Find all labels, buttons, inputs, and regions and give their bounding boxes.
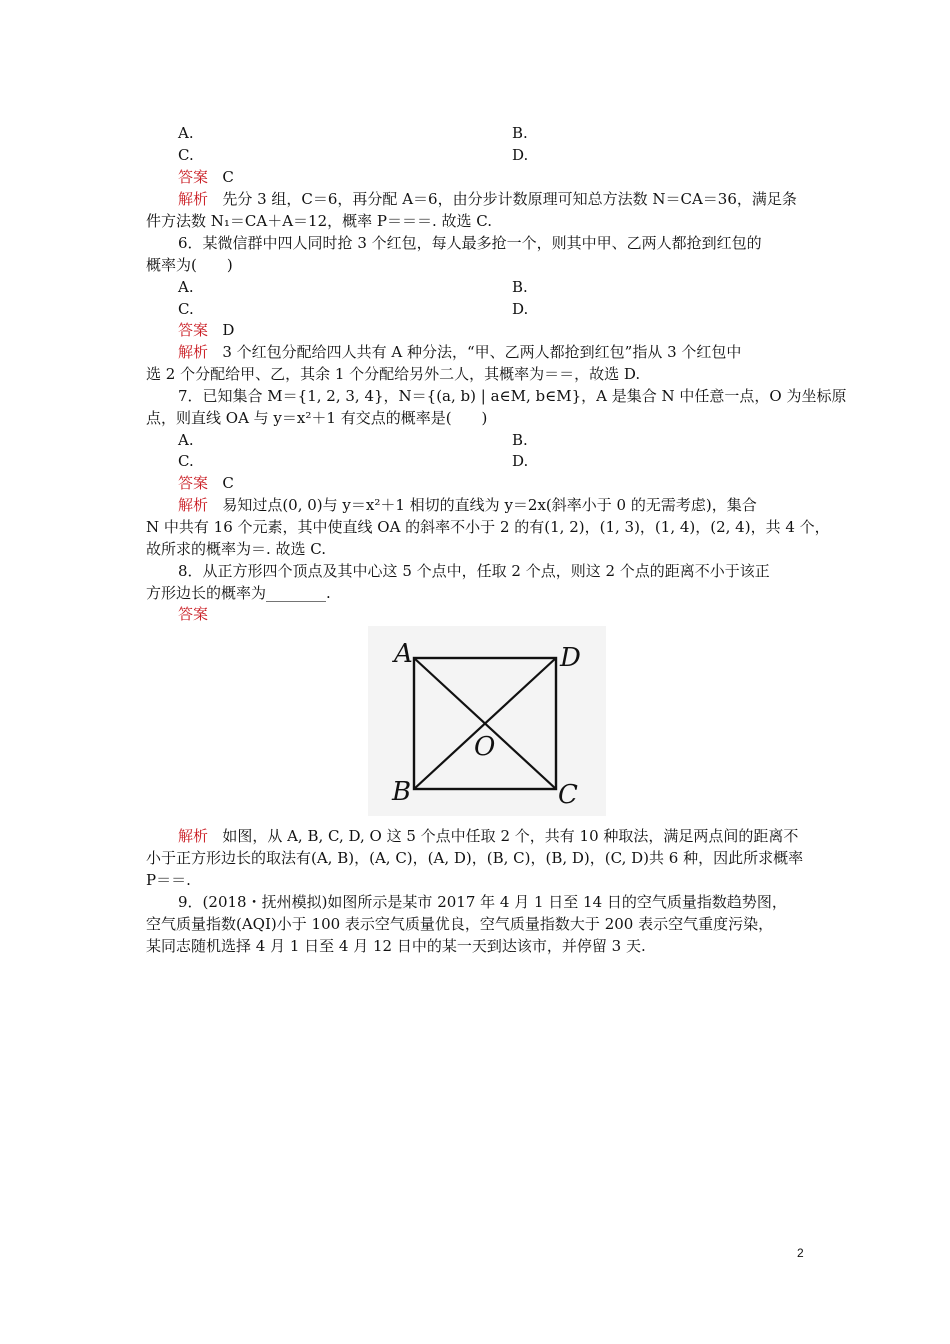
q9-stem-line-1: 9．(2018・抚州模拟)如图所示是某市 2017 年 4 月 1 日至 14 日的空气质量指数趋势图，: [178, 893, 787, 911]
q5-option-b: B.: [512, 124, 528, 142]
analysis-text: 易知过点(0, 0)与 y＝x²＋1 相切的直线为 y＝2x(斜率小于 0 的无需考虑)，集合: [222, 496, 757, 514]
q7-stem-line-2: 点，则直线 OA 与 y＝x²＋1 有交点的概率是( ): [146, 409, 488, 427]
q6-analysis-line-2: 选 2 个分配给甲、乙，其余 1 个分配给另外二人，其概率为＝＝，故选 D.: [146, 365, 641, 383]
answer-label: 答案: [178, 474, 209, 492]
q7-analysis-line-3: 故所求的概率为＝. 故选 C.: [146, 540, 327, 558]
q6-answer: [178, 320, 234, 340]
vertex-label-a: A: [394, 639, 413, 669]
q9-stem-line-3: 某同志随机选择 4 月 1 日至 4 月 12 日中的某一天到达该市，并停留 3 天.: [146, 937, 646, 955]
q5-option-d: D.: [512, 146, 529, 164]
analysis-text: 如图，从 A, B, C, D, O 这 5 个点中任取 2 个，共有 10 种取法，满足两点间的距离不: [222, 827, 799, 845]
q6-stem-line-2: 概率为( ): [146, 256, 233, 274]
vertex-label-d: D: [560, 643, 581, 673]
analysis-text: 先分 3 组，C＝6，再分配 A＝6，由分步计数原理可知总方法数 N＝CA＝36，满足条: [222, 190, 797, 208]
q7-answer: [178, 473, 234, 493]
q8-analysis-line-1: [178, 826, 798, 846]
q6-option-c: C.: [178, 300, 194, 318]
analysis-label: 解析: [178, 343, 209, 361]
q8-analysis-line-2: 小于正方形边长的取法有(A, B)，(A, C)，(A, D)，(B, C)，(B, D)，(C, D)共 6 种，因此所求概率: [146, 849, 804, 867]
q6-stem-line-1: 6．某微信群中四人同时抢 3 个红包，每人最多抢一个，则其中甲、乙两人都抢到红包的: [178, 234, 762, 252]
center-label-o: O: [474, 732, 496, 762]
page-number: 2: [797, 1246, 804, 1260]
q5-option-a: A.: [178, 124, 194, 142]
q7-analysis-line-1: [178, 495, 757, 515]
q6-analysis-line-1: [178, 342, 741, 362]
q7-option-b: B.: [512, 431, 528, 449]
analysis-label: 解析: [178, 190, 209, 208]
q5-answer: [178, 167, 234, 187]
analysis-label: 解析: [178, 496, 209, 514]
answer-value: C: [222, 168, 234, 186]
answer-label: 答案: [178, 168, 209, 186]
analysis-text: 3 个红包分配给四人共有 A 种分法，“甲、乙两人都抢到红包”指从 3 个红包中: [222, 343, 742, 361]
q8-answer-label: 答案: [178, 605, 209, 623]
q7-option-a: A.: [178, 431, 194, 449]
q5-analysis-line-2: 件方法数 N₁＝CA＋A＝12，概率 P＝＝＝. 故选 C.: [146, 212, 493, 230]
q8-analysis-line-3: P＝＝.: [146, 871, 191, 889]
vertex-label-b: B: [392, 777, 412, 807]
q7-option-d: D.: [512, 452, 529, 470]
analysis-label: 解析: [178, 827, 209, 845]
q5-analysis-line-1: [178, 189, 797, 209]
answer-value: C: [222, 474, 234, 492]
q9-stem-line-2: 空气质量指数(AQI)小于 100 表示空气质量优良，空气质量指数大于 200 表示空气重度污染，: [146, 915, 774, 933]
q6-option-d: D.: [512, 300, 529, 318]
q6-option-a: A.: [178, 278, 194, 296]
q6-option-b: B.: [512, 278, 528, 296]
square-diagram: [368, 626, 606, 816]
q8-stem-line-1: 8．从正方形四个顶点及其中心这 5 个点中，任取 2 个点，则这 2 个点的距离不小于该正: [178, 562, 770, 580]
q5-option-c: C.: [178, 146, 194, 164]
q7-option-c: C.: [178, 452, 194, 470]
vertex-label-c: C: [558, 780, 578, 810]
q8-stem-line-2: 方形边长的概率为________.: [146, 584, 331, 602]
q7-stem-line-1: 7．已知集合 M＝{1, 2, 3, 4}，N＝{(a, b) | a∈M, b∈M}，A 是集合 N 中任意一点，O 为坐标原: [178, 387, 847, 405]
q7-analysis-line-2: N 中共有 16 个元素，其中使直线 OA 的斜率不小于 2 的有(1, 2)，(1, 3)，(1, 4)，(2, 4)，共 4 个，: [146, 518, 830, 536]
answer-label: 答案: [178, 321, 209, 339]
answer-value: D: [222, 321, 235, 339]
